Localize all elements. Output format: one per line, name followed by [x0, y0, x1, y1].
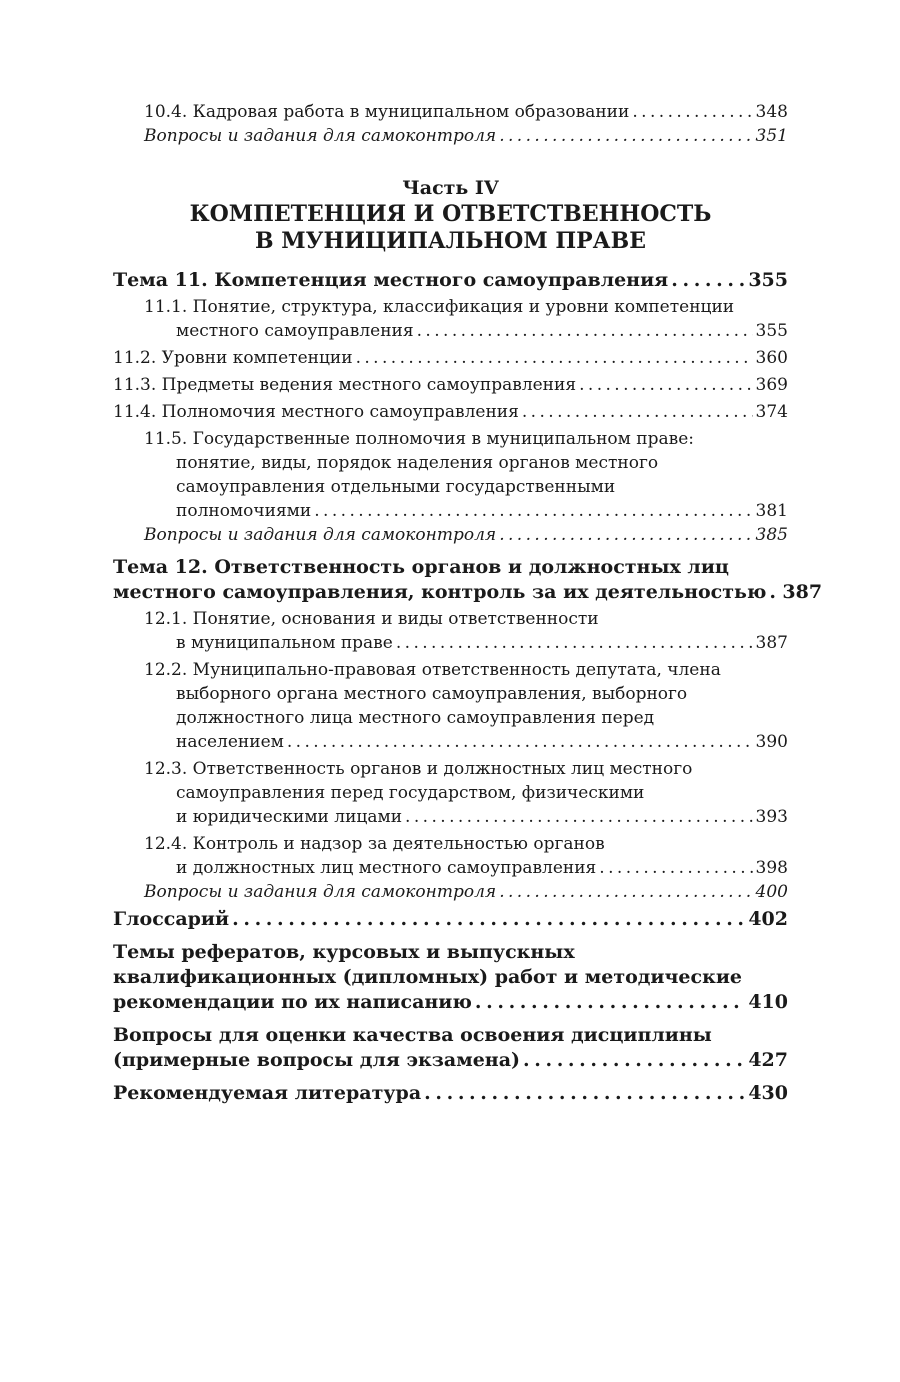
- part-title-line1: КОМПЕТЕНЦИЯ И ОТВЕТСТВЕННОСТЬ: [189, 201, 712, 227]
- toc-entry-12-4[interactable]: [113, 832, 788, 880]
- leader-dots: [522, 400, 753, 424]
- entry-line: и юридическими лицами: [176, 807, 403, 827]
- entry-line: в муниципальном праве: [176, 633, 393, 653]
- entry-line: 12.4. Контроль и надзор за деятельностью органов: [144, 834, 605, 854]
- leader-dots: [396, 631, 753, 655]
- toc-topic-11[interactable]: [113, 268, 788, 293]
- entry-title: 11.2. Уровни компетенции: [113, 348, 353, 368]
- entry-line: местного самоуправления: [176, 321, 414, 341]
- part-heading: [113, 175, 788, 255]
- toc-entry-12-1[interactable]: [113, 607, 788, 655]
- toc-glossary[interactable]: [113, 907, 788, 932]
- page-number: 427: [748, 1049, 788, 1071]
- toc-entry-10-4[interactable]: [113, 100, 788, 124]
- page-number: 360: [755, 348, 788, 368]
- toc-entry-11-2[interactable]: [113, 346, 788, 370]
- entry-line: Вопросы для оценки качества освоения дисциплины: [113, 1024, 712, 1046]
- leader-dots: [405, 805, 753, 829]
- entry-line: 11.5. Государственные полномочия в муниципальном праве:: [144, 429, 695, 449]
- toc-recommended-literature[interactable]: [113, 1081, 788, 1106]
- page-number: 374: [755, 402, 788, 422]
- entry-line: квалификационных (дипломных) работ и методические: [113, 966, 742, 988]
- page-number: 393: [755, 807, 788, 827]
- entry-line: самоуправления перед государством, физическими: [176, 783, 645, 803]
- entry-title: Глоссарий: [113, 908, 230, 930]
- leader-dots: [287, 730, 753, 754]
- topic-title: Тема 11. Компетенция местного самоуправления: [113, 269, 669, 291]
- leader-dots: [523, 1048, 745, 1073]
- page-number: 355: [755, 321, 788, 341]
- entry-title: 10.4. Кадровая работа в муниципальном образовании: [144, 102, 630, 122]
- entry-line: должностного лица местного самоуправления перед: [176, 708, 655, 728]
- toc-top-section: [113, 100, 788, 148]
- toc-entry-self-check-10[interactable]: [113, 124, 788, 148]
- topic-title-line: местного самоуправления, контроль за их деятельностью: [113, 581, 767, 603]
- page-number: 385: [755, 525, 788, 545]
- leader-dots: [632, 100, 752, 124]
- part-label: Часть IV: [402, 177, 499, 199]
- page-number: 348: [755, 102, 788, 122]
- page-number: 369: [755, 375, 788, 395]
- toc-topic-12[interactable]: [113, 555, 823, 605]
- entry-title: 11.3. Предметы ведения местного самоуправления: [113, 375, 577, 395]
- toc-entry-12-3[interactable]: [113, 757, 788, 829]
- entry-line: 12.2. Муниципально-правовая ответственность депутата, члена: [144, 660, 721, 680]
- entry-title: Вопросы и задания для самоконтроля: [144, 525, 497, 545]
- page-number: 402: [748, 908, 788, 930]
- entry-title: Вопросы и задания для самоконтроля: [144, 882, 497, 902]
- leader-dots: [499, 880, 752, 904]
- entry-title: Вопросы и задания для самоконтроля: [144, 126, 497, 146]
- entry-line: и должностных лиц местного самоуправления: [176, 858, 597, 878]
- page-number: 400: [755, 882, 788, 902]
- toc-entry-self-check-11[interactable]: [113, 523, 788, 547]
- toc-main-section: [113, 268, 823, 1106]
- entry-line: 12.3. Ответственность органов и должностных лиц местного: [144, 759, 693, 779]
- page-number: 351: [755, 126, 788, 146]
- toc-entry-self-check-12[interactable]: [113, 880, 788, 904]
- entry-line: 11.1. Понятие, структура, классификация и уровни компетенции: [144, 297, 735, 317]
- leader-dots: [424, 1081, 745, 1106]
- topic-title-line: Тема 12. Ответственность органов и должностных лиц: [113, 556, 729, 578]
- page-number: 355: [748, 269, 788, 291]
- page-number: 430: [748, 1082, 788, 1104]
- toc-exam-questions[interactable]: [113, 1023, 788, 1073]
- page-number: 410: [748, 991, 788, 1013]
- toc-entry-11-1[interactable]: [113, 295, 788, 343]
- entry-line: полномочиями: [176, 501, 312, 521]
- leader-dots: [671, 268, 745, 293]
- page-number: 390: [755, 732, 788, 752]
- part-title-line2: В МУНИЦИПАЛЬНОМ ПРАВЕ: [255, 228, 646, 254]
- page-number: 381: [755, 501, 788, 521]
- entry-title: Рекомендуемая литература: [113, 1082, 422, 1104]
- page-number: 387: [782, 581, 823, 603]
- entry-title: 11.4. Полномочия местного самоуправления: [113, 402, 519, 422]
- page-number: 387: [755, 633, 788, 653]
- entry-line: (примерные вопросы для экзамена): [113, 1049, 521, 1071]
- entry-line: выборного органа местного самоуправления, выборного: [176, 684, 688, 704]
- leader-dots: [314, 499, 752, 523]
- entry-line: понятие, виды, порядок наделения органов местного: [176, 453, 659, 473]
- leader-dots: [579, 373, 752, 397]
- entry-line: населением: [176, 732, 284, 752]
- toc-entry-11-3[interactable]: [113, 373, 788, 397]
- leader-dots: [475, 990, 745, 1015]
- toc-essay-topics[interactable]: [113, 940, 788, 1015]
- entry-line: самоуправления отдельными государственными: [176, 477, 616, 497]
- leader-dots: [417, 319, 753, 343]
- entry-line: 12.1. Понятие, основания и виды ответственности: [144, 609, 599, 629]
- leader-dots: [356, 346, 753, 370]
- toc-entry-12-2[interactable]: [113, 658, 788, 754]
- leader-dots: [769, 580, 779, 605]
- leader-dots: [499, 523, 752, 547]
- entry-line: Темы рефератов, курсовых и выпускных: [113, 941, 575, 963]
- entry-line: рекомендации по их написанию: [113, 991, 472, 1013]
- page-number: 398: [755, 858, 788, 878]
- leader-dots: [499, 124, 752, 148]
- toc-entry-11-5[interactable]: [113, 427, 788, 523]
- toc-entry-11-4[interactable]: [113, 400, 788, 424]
- leader-dots: [599, 856, 752, 880]
- leader-dots: [232, 907, 745, 932]
